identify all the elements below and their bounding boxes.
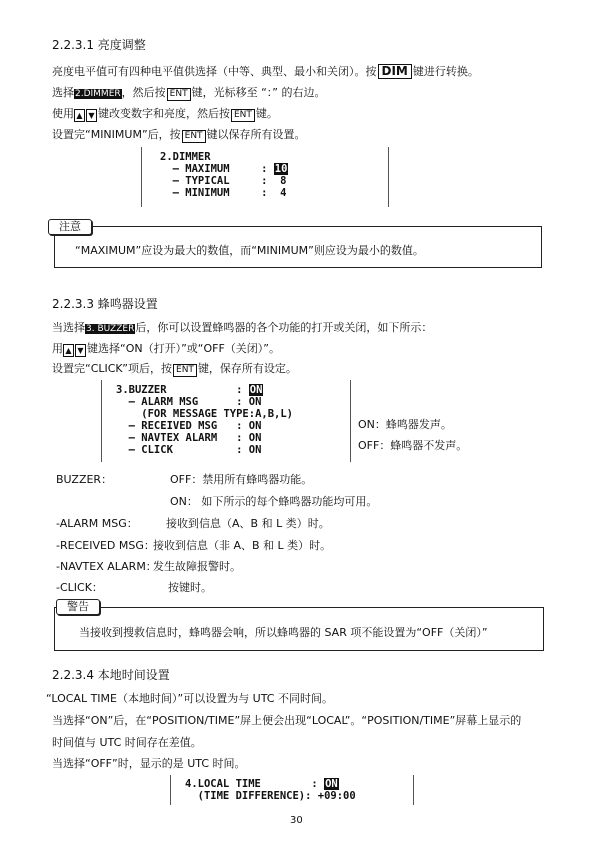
def-term: -NAVTEX ALARM： — [56, 560, 157, 573]
section-title-buzzer: 2.2.3.3 蜂鸣器设置 — [52, 297, 158, 311]
screen-text: 3.BUZZER : — [116, 384, 243, 396]
def-term: BUZZER： — [56, 473, 113, 486]
paragraph-line — [52, 362, 297, 377]
text: 键以保存所有设置。 — [206, 128, 306, 141]
def-value: ON： 如下所示的每个蜂鸣器功能均可用。 — [170, 495, 378, 508]
text: 当选择 — [52, 321, 85, 334]
def-term: -ALARM MSG： — [56, 517, 138, 530]
screen-line: – MINIMUM : 4 — [160, 187, 287, 199]
paragraph-line — [52, 86, 325, 101]
on-description: ON：蜂鸣器发声。 — [358, 418, 452, 431]
paragraph-line: 当选择“ON”后，在“POSITION/TIME”屏上便会出现“LOCAL”。“POSITION/TIME”屏幕上显示的 — [52, 714, 522, 727]
text: 键进行转换。 — [412, 65, 479, 78]
text: 使用 — [52, 107, 74, 120]
text: 选择 — [52, 86, 74, 99]
text: 键改变数字和亮度，然后按 — [98, 107, 230, 120]
def-value: 接收到信息（非 A、B 和 L 类）时。 — [153, 539, 332, 552]
def-value: 接收到信息（A、B 和 L 类）时。 — [166, 517, 330, 530]
cursor-value: 10 — [274, 163, 288, 175]
page-number: 30 — [290, 815, 303, 826]
screen-line: – CLICK : ON — [116, 444, 262, 456]
dimmer-screen — [141, 147, 389, 207]
text: 键，保存所有设定。 — [197, 362, 297, 375]
screen-line — [160, 163, 288, 175]
def-term: -RECEIVED MSG： — [56, 539, 155, 552]
section-title-local-time: 2.2.3.4 本地时间设置 — [52, 668, 170, 682]
screen-line — [116, 384, 263, 396]
ent-key: ENT — [167, 88, 191, 101]
ent-key: ENT — [173, 364, 197, 377]
text: 用 — [52, 342, 63, 355]
text: ，然后按 — [121, 86, 166, 99]
def-value: 按键时。 — [168, 581, 212, 594]
local-time-screen — [170, 775, 414, 805]
buzzer-screen — [101, 380, 351, 462]
warning-box — [54, 607, 544, 651]
paragraph-line — [52, 342, 280, 357]
def-value: 发生故障报警时。 — [153, 560, 241, 573]
screen-line: 2.DIMMER — [160, 151, 211, 163]
up-arrow-icon: ▲ — [74, 109, 85, 122]
paragraph-line: 时间值与 UTC 时间存在差值。 — [52, 736, 202, 749]
text: 设置完“CLICK”项后，按 — [52, 362, 173, 375]
screen-line: (FOR MESSAGE TYPE:A,B,L) — [116, 408, 294, 420]
warning-text: 当接收到搜救信息时，蜂鸣器会响，所以蜂鸣器的 SAR 项不能设置为“OFF（关闭）” — [79, 626, 488, 639]
screen-line: – TYPICAL : 8 — [160, 175, 287, 187]
text: 键。 — [255, 107, 278, 120]
off-description: OFF：蜂鸣器不发声。 — [358, 439, 468, 452]
note-label: 注意 — [48, 219, 92, 235]
menu-item-dimmer: 2.DIMMER — [75, 89, 121, 99]
note-text: “MAXIMUM”应设为最大的数值，而“MINIMUM”则应设为最小的数值。 — [75, 244, 424, 257]
text: 键，光标移至 “：” 的右边。 — [191, 86, 326, 99]
down-arrow-icon: ▼ — [75, 344, 86, 357]
menu-item-buzzer: 3. BUZZER — [86, 324, 135, 334]
text: 设置完“MINIMUM”后，按 — [52, 128, 181, 141]
dim-key: DIM — [378, 64, 412, 79]
ent-key: ENT — [231, 109, 255, 122]
warning-label: 警告 — [56, 599, 100, 615]
paragraph-line: “LOCAL TIME（本地时间）”可以设置为与 UTC 不同时间。 — [46, 692, 333, 705]
screen-line: (TIME DIFFERENCE): +09:00 — [185, 790, 356, 802]
def-term: -CLICK： — [56, 581, 103, 594]
def-value: OFF：禁用所有蜂鸣器功能。 — [170, 473, 313, 486]
cursor-value: ON — [325, 778, 338, 790]
screen-line: – ALARM MSG : ON — [116, 396, 262, 408]
paragraph-line — [52, 128, 306, 143]
text: 亮度电平值可有四种电平值供选择（中等、典型、最小和关闭）。按 — [52, 65, 377, 78]
screen-line: – RECEIVED MSG : ON — [116, 420, 262, 432]
text: 后，你可以设置蜂鸣器的各个功能的打开或关闭，如下所示： — [135, 321, 433, 334]
section-title-brightness: 2.2.3.1 亮度调整 — [52, 38, 146, 52]
note-box — [54, 226, 542, 268]
screen-text: 4.LOCAL TIME : — [185, 778, 318, 790]
up-arrow-icon: ▲ — [63, 344, 74, 357]
paragraph-line — [52, 64, 479, 79]
ent-key: ENT — [182, 130, 206, 143]
cursor-value: ON — [249, 384, 263, 396]
paragraph-line: 当选择“OFF”时，显示的是 UTC 时间。 — [52, 757, 246, 770]
down-arrow-icon: ▼ — [86, 109, 97, 122]
paragraph-line — [52, 107, 278, 122]
text: 键选择“ON（打开）”或“OFF（关闭）”。 — [87, 342, 280, 355]
screen-line: – NAVTEX ALARM : ON — [116, 432, 262, 444]
paragraph-line — [52, 321, 432, 336]
screen-text: – MAXIMUM : — [160, 163, 268, 175]
screen-line — [185, 778, 339, 790]
